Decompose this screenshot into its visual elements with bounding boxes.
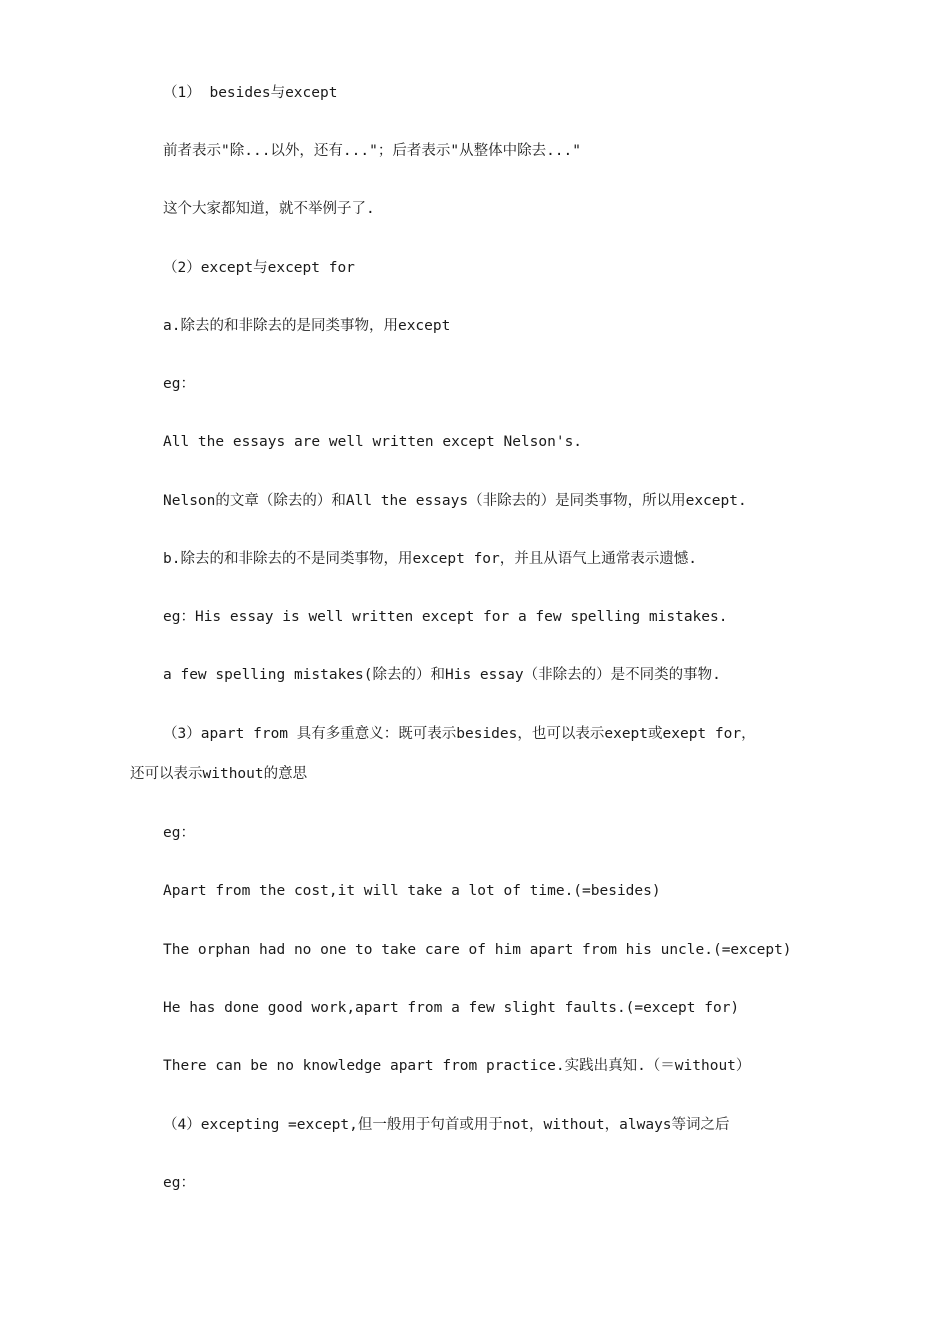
section-heading-apart-from: （3）apart from 具有多重意义：既可表示besides，也可以表示exept或exept for， bbox=[163, 726, 756, 742]
paragraph-line-continuation: 还可以表示without的意思 bbox=[130, 766, 308, 782]
example-label: eg： bbox=[163, 376, 195, 392]
paragraph-line: b.除去的和非除去的不是同类事物，用except for，并且从语气上通常表示遗憾. bbox=[163, 551, 697, 567]
example-sentence: There can be no knowledge apart from practice.实践出真知.（＝without） bbox=[163, 1058, 751, 1074]
paragraph-line: a few spelling mistakes(除去的）和His essay（非除去的）是不同类的事物. bbox=[163, 667, 721, 683]
paragraph-line: 这个大家都知道，就不举例子了. bbox=[163, 201, 375, 217]
section-heading-besides-except: （1） besides与except bbox=[163, 85, 338, 101]
section-heading-excepting: （4）excepting =except,但一般用于句首或用于not，without，always等词之后 bbox=[163, 1117, 730, 1133]
example-label: eg： bbox=[163, 825, 195, 841]
paragraph-line: Nelson的文章（除去的）和All the essays（非除去的）是同类事物，所以用except. bbox=[163, 493, 747, 509]
example-label: eg： bbox=[163, 1175, 195, 1191]
example-sentence: The orphan had no one to take care of him apart from his uncle.(=except) bbox=[163, 942, 792, 958]
example-sentence: All the essays are well written except Nelson's. bbox=[163, 434, 583, 450]
example-sentence: eg：His essay is well written except for a few spelling mistakes. bbox=[163, 609, 728, 625]
section-heading-except-except-for: （2）except与except for bbox=[163, 260, 355, 276]
example-sentence: Apart from the cost,it will take a lot of time.(=besides) bbox=[163, 883, 661, 899]
paragraph-line: a.除去的和非除去的是同类事物，用except bbox=[163, 318, 451, 334]
example-sentence: He has done good work,apart from a few slight faults.(=except for) bbox=[163, 1000, 740, 1016]
paragraph-line: 前者表示"除...以外，还有..."；后者表示"从整体中除去..." bbox=[163, 143, 581, 159]
